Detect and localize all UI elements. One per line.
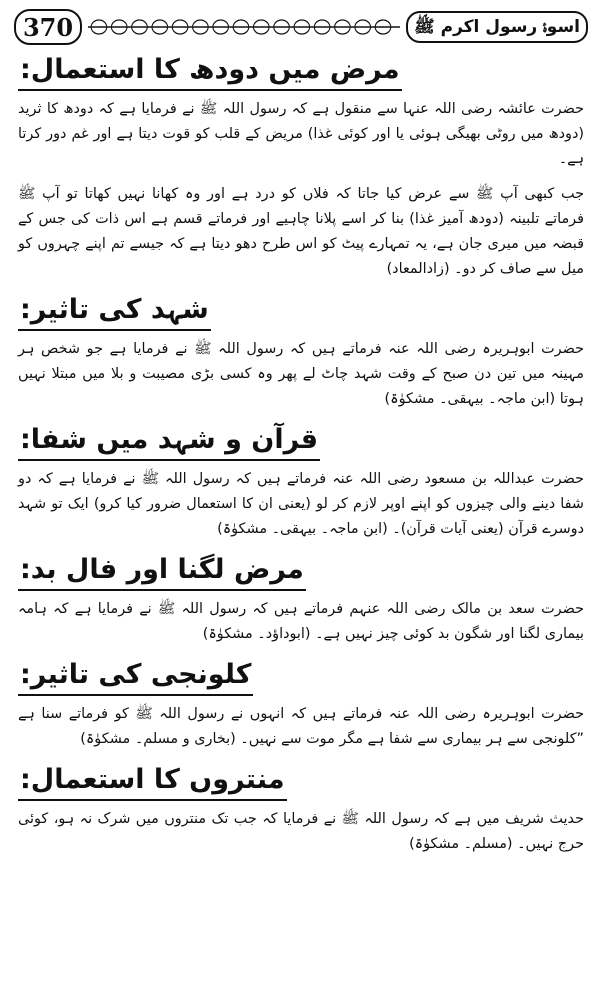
page-body [18, 52, 584, 867]
section-heading: مرض میں دودھ کا استعمال: [18, 52, 402, 91]
page-number: 370 [14, 9, 82, 45]
paragraph: حضرت عائشہ رضی اللہ عنہا سے منقول ہے کہ رسول اللہ ﷺ نے فرمایا ہے کہ دودھ کا ثرید (دودھ میں روٹی بھیگی ہوئی یا اور کوئی غذا) مریض کے قلب کو قوت دیتا ہے اور غم دور کرتا ہے۔ [18, 101, 584, 167]
section-incantations [18, 762, 584, 857]
paragraph: حدیث شریف میں ہے کہ رسول اللہ ﷺ نے فرمایا کہ جب تک منتروں میں شرک نہ ہو، کوئی حرج نہیں۔ (مسلم۔ مشکوٰۃ) [18, 811, 584, 852]
section-heading: کلونجی کی تاثیر: [18, 657, 253, 696]
paragraph: حضرت سعد بن مالک رضی اللہ عنہم فرماتے ہیں کہ رسول اللہ ﷺ نے فرمایا ہے کہ ہامہ بیماری لگنا اور شگون بد کوئی چیز نہیں ہے۔ (ابوداؤد۔ مشکوٰۃ) [18, 601, 584, 642]
section-black-seed [18, 657, 584, 752]
section-quran-honey [18, 422, 584, 542]
section-heading: منتروں کا استعمال: [18, 762, 287, 801]
section-milk [18, 52, 584, 282]
section-heading: قرآن و شہد میں شفا: [18, 422, 320, 461]
section-honey [18, 292, 584, 412]
section-heading: مرض لگنا اور فال بد: [18, 552, 306, 591]
paragraph: حضرت ابوہریرہ رضی اللہ عنہ فرماتے ہیں کہ رسول اللہ ﷺ نے فرمایا ہے جو شخص ہر مہینہ میں تین دن صبح کے وقت شہد چاٹ لے پھر وہ کسی بڑی مصیبت و بلا میں مبتلا نہیں ہوتا (ابن ماجہ۔ بیہقی۔ مشکوٰۃ) [18, 341, 584, 407]
paragraph: جب کبھی آپ ﷺ سے عرض کیا جاتا کہ فلاں کو درد ہے اور وہ کھانا نہیں کھاتا تو آپ ﷺ فرماتے تلبینہ (دودھ آمیز غذا) بنا کر اسے پلانا چاہیے اور فرماتے قسم ہے اس ذات کی جس کے قبضہ میں میری جان ہے، یہ تمہارے پیٹ کو اس طرح دھو دیتا ہے کہ جیسے تم اپنے چہروں کو میل سے صاف کر دو۔ (زادالمعاد) [18, 186, 584, 277]
section-contagion-omen [18, 552, 584, 647]
paragraph: حضرت ابوہریرہ رضی اللہ عنہ فرماتے ہیں کہ انہوں نے رسول اللہ ﷺ کو فرماتے سنا ہے ”کلونجی سے ہر بیماری سے شفا ہے مگر موت سے نہیں۔ (بخاری و مسلم۔ مشکوٰۃ) [18, 706, 584, 747]
book-title: اسوۂ رسول اکرم ﷺ [406, 11, 588, 43]
decorative-border [88, 13, 400, 41]
section-heading: شہد کی تاثیر: [18, 292, 211, 331]
paragraph: حضرت عبداللہ بن مسعود رضی اللہ عنہ فرماتے ہیں کہ رسول اللہ ﷺ نے فرمایا ہے کہ دو شفا دینے والی چیزوں کو اپنے اوپر لازم کر لو (یعنی ان کا استعمال ضرور کیا کرو) ایک تو شہد دوسرے قرآن (یعنی آیات قرآن)۔ (ابن ماجہ۔ بیہقی۔ مشکوٰۃ) [18, 471, 584, 537]
page-header [14, 8, 588, 46]
